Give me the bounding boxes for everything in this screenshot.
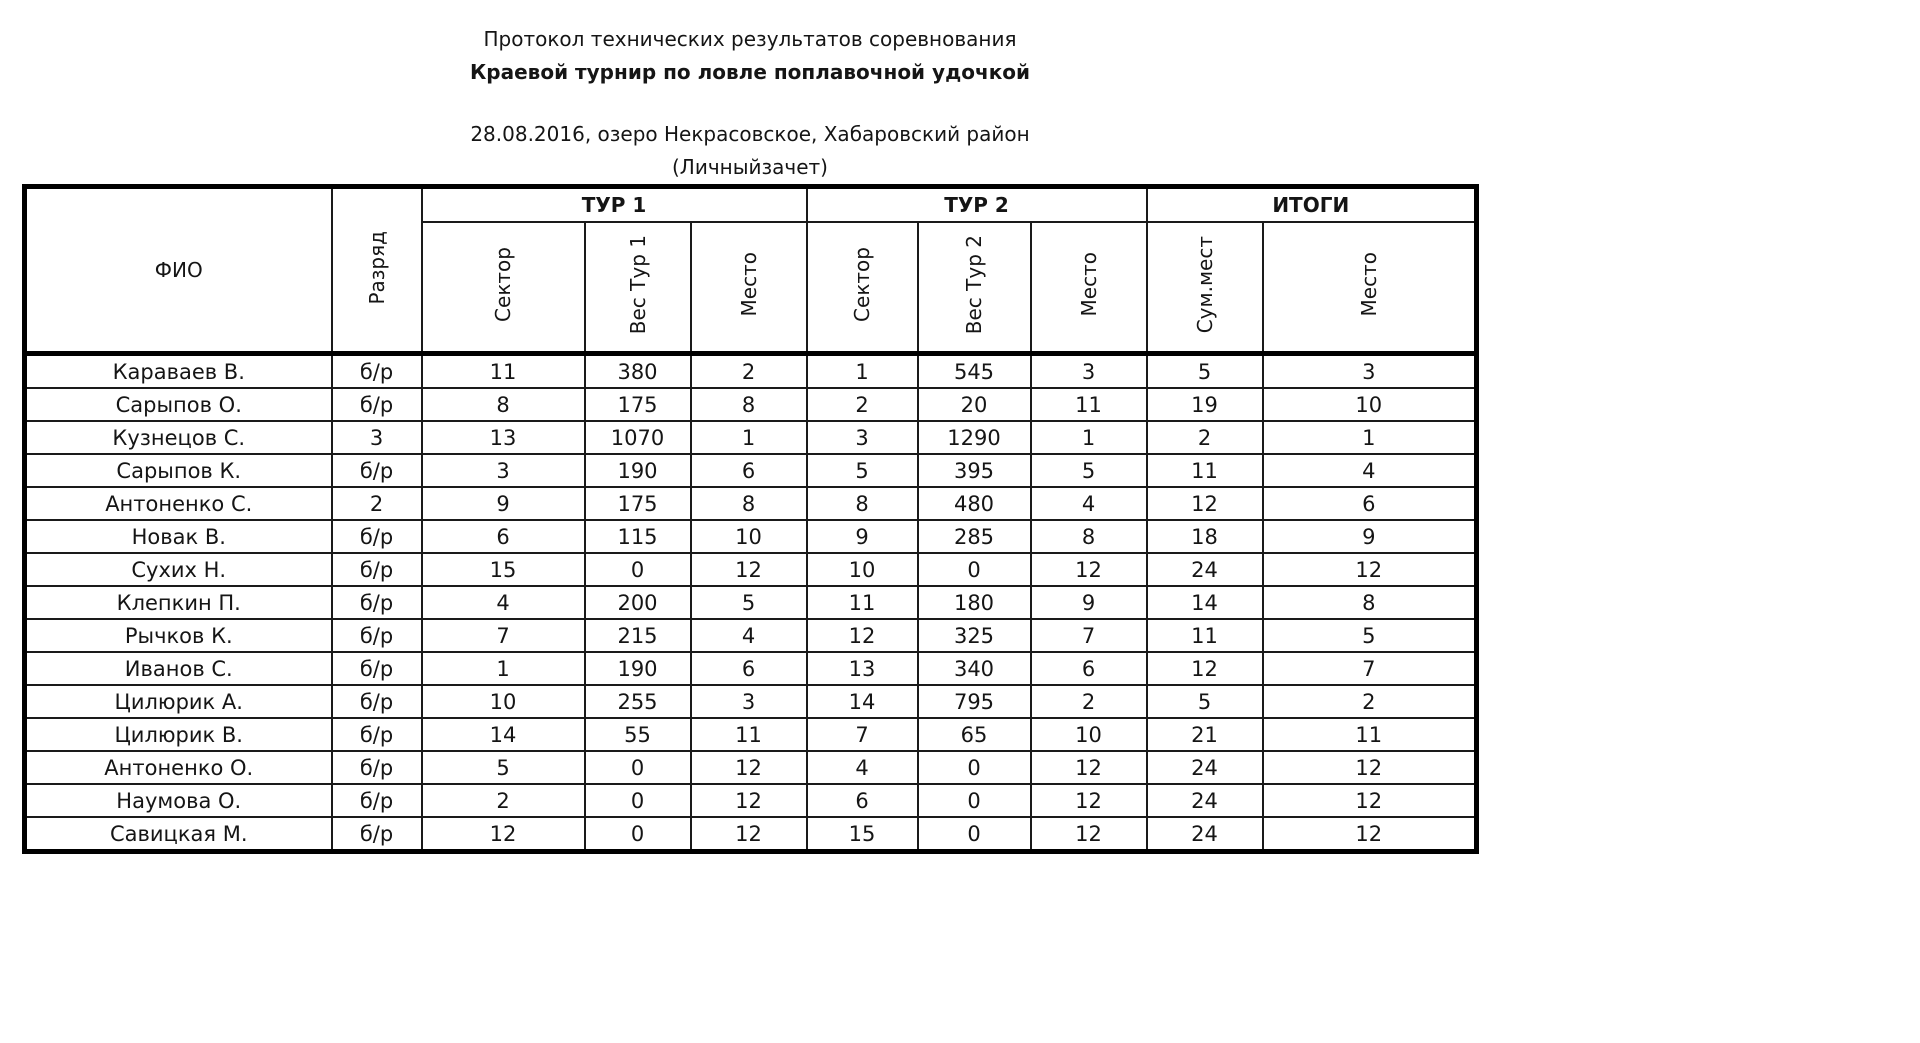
cell-total-sum: 24 — [1147, 553, 1263, 586]
table-row — [25, 520, 1477, 553]
cell-tour1-sector: 11 — [422, 354, 585, 389]
cell-tour1-sector: 9 — [422, 487, 585, 520]
cell-rank: б/р — [332, 817, 422, 852]
cell-total-sum: 11 — [1147, 454, 1263, 487]
cell-tour1-weight: 215 — [585, 619, 691, 652]
cell-tour2-place: 12 — [1031, 784, 1147, 817]
cell-tour2-sector: 1 — [807, 354, 918, 389]
table-row — [25, 487, 1477, 520]
cell-rank: б/р — [332, 586, 422, 619]
cell-tour1-weight: 200 — [585, 586, 691, 619]
cell-tour2-place: 4 — [1031, 487, 1147, 520]
cell-tour2-sector: 6 — [807, 784, 918, 817]
cell-tour1-place: 10 — [691, 520, 807, 553]
cell-tour1-sector: 8 — [422, 388, 585, 421]
group-header-tour2: ТУР 2 — [807, 187, 1147, 223]
col-header-tour2-place — [1031, 222, 1147, 354]
cell-tour2-place: 10 — [1031, 718, 1147, 751]
cell-total-place: 4 — [1263, 454, 1477, 487]
cell-tour2-weight: 180 — [918, 586, 1031, 619]
col-header-rank — [332, 187, 422, 354]
cell-tour1-sector: 7 — [422, 619, 585, 652]
cell-tour1-place: 8 — [691, 388, 807, 421]
cell-tour2-place: 1 — [1031, 421, 1147, 454]
cell-tour1-sector: 6 — [422, 520, 585, 553]
cell-tour1-sector: 3 — [422, 454, 585, 487]
cell-tour2-weight: 65 — [918, 718, 1031, 751]
cell-rank: б/р — [332, 718, 422, 751]
cell-total-sum: 12 — [1147, 652, 1263, 685]
cell-tour2-place: 11 — [1031, 388, 1147, 421]
cell-fio: Сарыпов К. — [25, 454, 332, 487]
col-header-tour2-weight-label: Вес Тур 2 — [962, 234, 986, 335]
cell-tour1-weight: 0 — [585, 553, 691, 586]
cell-rank: 2 — [332, 487, 422, 520]
cell-fio: Савицкая М. — [25, 817, 332, 852]
cell-tour1-place: 12 — [691, 553, 807, 586]
cell-tour1-weight: 115 — [585, 520, 691, 553]
cell-total-place: 8 — [1263, 586, 1477, 619]
table-row — [25, 685, 1477, 718]
standings-type: (Личныйзачет) — [672, 155, 828, 179]
col-header-tour1-weight — [585, 222, 691, 354]
cell-total-sum: 19 — [1147, 388, 1263, 421]
cell-tour1-place: 11 — [691, 718, 807, 751]
cell-tour1-weight: 55 — [585, 718, 691, 751]
cell-tour1-weight: 1070 — [585, 421, 691, 454]
cell-tour1-place: 8 — [691, 487, 807, 520]
cell-tour1-place: 6 — [691, 652, 807, 685]
cell-total-place: 10 — [1263, 388, 1477, 421]
cell-total-place: 1 — [1263, 421, 1477, 454]
cell-total-place: 9 — [1263, 520, 1477, 553]
cell-total-place: 12 — [1263, 784, 1477, 817]
col-header-tour2-place-label: Место — [1076, 252, 1101, 317]
group-header-totals: ИТОГИ — [1147, 187, 1477, 223]
cell-fio: Антоненко С. — [25, 487, 332, 520]
cell-rank: б/р — [332, 652, 422, 685]
cell-tour1-sector: 5 — [422, 751, 585, 784]
cell-tour2-weight: 20 — [918, 388, 1031, 421]
cell-total-place: 3 — [1263, 354, 1477, 389]
col-header-tour1-sector-label: Сектор — [491, 247, 515, 322]
cell-tour2-sector: 8 — [807, 487, 918, 520]
cell-rank: б/р — [332, 553, 422, 586]
cell-fio: Цилюрик В. — [25, 718, 332, 751]
cell-tour2-place: 5 — [1031, 454, 1147, 487]
cell-tour2-place: 12 — [1031, 817, 1147, 852]
cell-tour2-place: 7 — [1031, 619, 1147, 652]
cell-tour2-sector: 3 — [807, 421, 918, 454]
cell-tour2-weight: 545 — [918, 354, 1031, 389]
col-header-total-place — [1263, 222, 1477, 354]
cell-tour2-weight: 0 — [918, 553, 1031, 586]
cell-tour2-place: 9 — [1031, 586, 1147, 619]
cell-tour1-place: 12 — [691, 784, 807, 817]
cell-total-sum: 24 — [1147, 817, 1263, 852]
cell-total-place: 2 — [1263, 685, 1477, 718]
cell-tour1-place: 1 — [691, 421, 807, 454]
cell-fio: Цилюрик А. — [25, 685, 332, 718]
cell-total-place: 11 — [1263, 718, 1477, 751]
cell-tour2-place: 3 — [1031, 354, 1147, 389]
tournament-name: Краевой турнир по ловле поплавочной удочкой — [469, 60, 1031, 84]
cell-fio: Новак В. — [25, 520, 332, 553]
cell-tour2-place: 12 — [1031, 751, 1147, 784]
table-row — [25, 354, 1477, 389]
cell-tour2-sector: 13 — [807, 652, 918, 685]
table-row — [25, 388, 1477, 421]
cell-tour2-weight: 1290 — [918, 421, 1031, 454]
cell-tour2-sector: 15 — [807, 817, 918, 852]
cell-tour2-weight: 325 — [918, 619, 1031, 652]
cell-rank: б/р — [332, 520, 422, 553]
cell-total-sum: 18 — [1147, 520, 1263, 553]
cell-tour2-sector: 5 — [807, 454, 918, 487]
cell-total-place: 6 — [1263, 487, 1477, 520]
cell-tour2-place: 2 — [1031, 685, 1147, 718]
col-header-tour2-sector-label: Сектор — [850, 247, 874, 322]
cell-tour1-sector: 4 — [422, 586, 585, 619]
col-header-tour1-sector — [422, 222, 585, 354]
cell-tour1-place: 5 — [691, 586, 807, 619]
cell-tour2-sector: 7 — [807, 718, 918, 751]
cell-tour1-sector: 15 — [422, 553, 585, 586]
cell-tour1-sector: 14 — [422, 718, 585, 751]
col-header-total-place-label: Место — [1356, 252, 1381, 317]
cell-total-sum: 24 — [1147, 751, 1263, 784]
cell-tour1-sector: 2 — [422, 784, 585, 817]
col-header-tour1-weight-label: Вес Тур 1 — [625, 234, 650, 335]
cell-tour1-place: 4 — [691, 619, 807, 652]
cell-tour2-sector: 14 — [807, 685, 918, 718]
table-row — [25, 784, 1477, 817]
cell-tour1-place: 12 — [691, 751, 807, 784]
col-header-total-sum-label: Сум.мест — [1192, 235, 1217, 334]
cell-tour2-sector: 2 — [807, 388, 918, 421]
cell-tour1-place: 3 — [691, 685, 807, 718]
cell-rank: б/р — [332, 685, 422, 718]
cell-tour2-sector: 9 — [807, 520, 918, 553]
cell-total-place: 12 — [1263, 553, 1477, 586]
cell-fio: Сухих Н. — [25, 553, 332, 586]
cell-tour2-weight: 0 — [918, 817, 1031, 852]
cell-tour1-weight: 175 — [585, 487, 691, 520]
cell-total-place: 12 — [1263, 751, 1477, 784]
table-row — [25, 454, 1477, 487]
cell-rank: б/р — [332, 784, 422, 817]
cell-fio: Клепкин П. — [25, 586, 332, 619]
cell-tour2-weight: 340 — [918, 652, 1031, 685]
col-header-rank-label: Разряд — [364, 230, 389, 305]
cell-tour2-sector: 10 — [807, 553, 918, 586]
table-row — [25, 553, 1477, 586]
table-row — [25, 718, 1477, 751]
cell-total-sum: 12 — [1147, 487, 1263, 520]
cell-total-place: 12 — [1263, 817, 1477, 852]
cell-tour2-sector: 11 — [807, 586, 918, 619]
cell-rank: б/р — [332, 354, 422, 389]
cell-tour2-weight: 395 — [918, 454, 1031, 487]
cell-fio: Иванов С. — [25, 652, 332, 685]
cell-tour2-weight: 480 — [918, 487, 1031, 520]
cell-fio: Антоненко О. — [25, 751, 332, 784]
cell-tour2-place: 8 — [1031, 520, 1147, 553]
col-header-tour2-sector — [807, 222, 918, 354]
cell-tour1-sector: 12 — [422, 817, 585, 852]
cell-tour1-weight: 190 — [585, 454, 691, 487]
cell-fio: Караваев В. — [25, 354, 332, 389]
cell-tour2-weight: 795 — [918, 685, 1031, 718]
table-row — [25, 817, 1477, 852]
cell-total-sum: 21 — [1147, 718, 1263, 751]
cell-tour2-weight: 0 — [918, 784, 1031, 817]
col-header-tour1-place-label: Место — [736, 252, 761, 317]
col-header-tour2-weight — [918, 222, 1031, 354]
cell-total-place: 5 — [1263, 619, 1477, 652]
table-row — [25, 652, 1477, 685]
col-header-total-sum — [1147, 222, 1263, 354]
cell-fio: Рычков К. — [25, 619, 332, 652]
cell-tour1-weight: 255 — [585, 685, 691, 718]
cell-tour2-sector: 12 — [807, 619, 918, 652]
cell-tour2-weight: 285 — [918, 520, 1031, 553]
cell-total-place: 7 — [1263, 652, 1477, 685]
protocol-title: Протокол технических результатов соревнования — [483, 27, 1017, 51]
group-header-tour1: ТУР 1 — [422, 187, 807, 223]
cell-tour2-weight: 0 — [918, 751, 1031, 784]
table-row — [25, 421, 1477, 454]
cell-tour1-weight: 190 — [585, 652, 691, 685]
cell-total-sum: 14 — [1147, 586, 1263, 619]
cell-tour2-place: 6 — [1031, 652, 1147, 685]
cell-tour1-weight: 0 — [585, 817, 691, 852]
cell-rank: б/р — [332, 751, 422, 784]
cell-total-sum: 2 — [1147, 421, 1263, 454]
cell-fio: Кузнецов С. — [25, 421, 332, 454]
cell-tour1-sector: 1 — [422, 652, 585, 685]
cell-rank: б/р — [332, 619, 422, 652]
cell-rank: 3 — [332, 421, 422, 454]
cell-tour1-sector: 13 — [422, 421, 585, 454]
cell-tour2-sector: 4 — [807, 751, 918, 784]
cell-rank: б/р — [332, 388, 422, 421]
cell-rank: б/р — [332, 454, 422, 487]
results-table — [22, 184, 1479, 854]
cell-tour1-sector: 10 — [422, 685, 585, 718]
table-row — [25, 751, 1477, 784]
cell-tour1-weight: 0 — [585, 751, 691, 784]
cell-total-sum: 5 — [1147, 685, 1263, 718]
cell-tour1-weight: 380 — [585, 354, 691, 389]
col-header-tour1-place — [691, 222, 807, 354]
cell-total-sum: 5 — [1147, 354, 1263, 389]
cell-tour1-place: 2 — [691, 354, 807, 389]
cell-total-sum: 24 — [1147, 784, 1263, 817]
date-location: 28.08.2016, озеро Некрасовское, Хабаровский район — [470, 122, 1030, 146]
cell-tour1-weight: 175 — [585, 388, 691, 421]
table-row — [25, 586, 1477, 619]
cell-fio: Наумова О. — [25, 784, 332, 817]
results-body — [25, 354, 1477, 852]
table-row — [25, 619, 1477, 652]
col-header-fio: ФИО — [25, 187, 332, 354]
cell-fio: Сарыпов О. — [25, 388, 332, 421]
cell-tour1-place: 12 — [691, 817, 807, 852]
cell-tour1-weight: 0 — [585, 784, 691, 817]
cell-tour2-place: 12 — [1031, 553, 1147, 586]
cell-tour1-place: 6 — [691, 454, 807, 487]
cell-total-sum: 11 — [1147, 619, 1263, 652]
